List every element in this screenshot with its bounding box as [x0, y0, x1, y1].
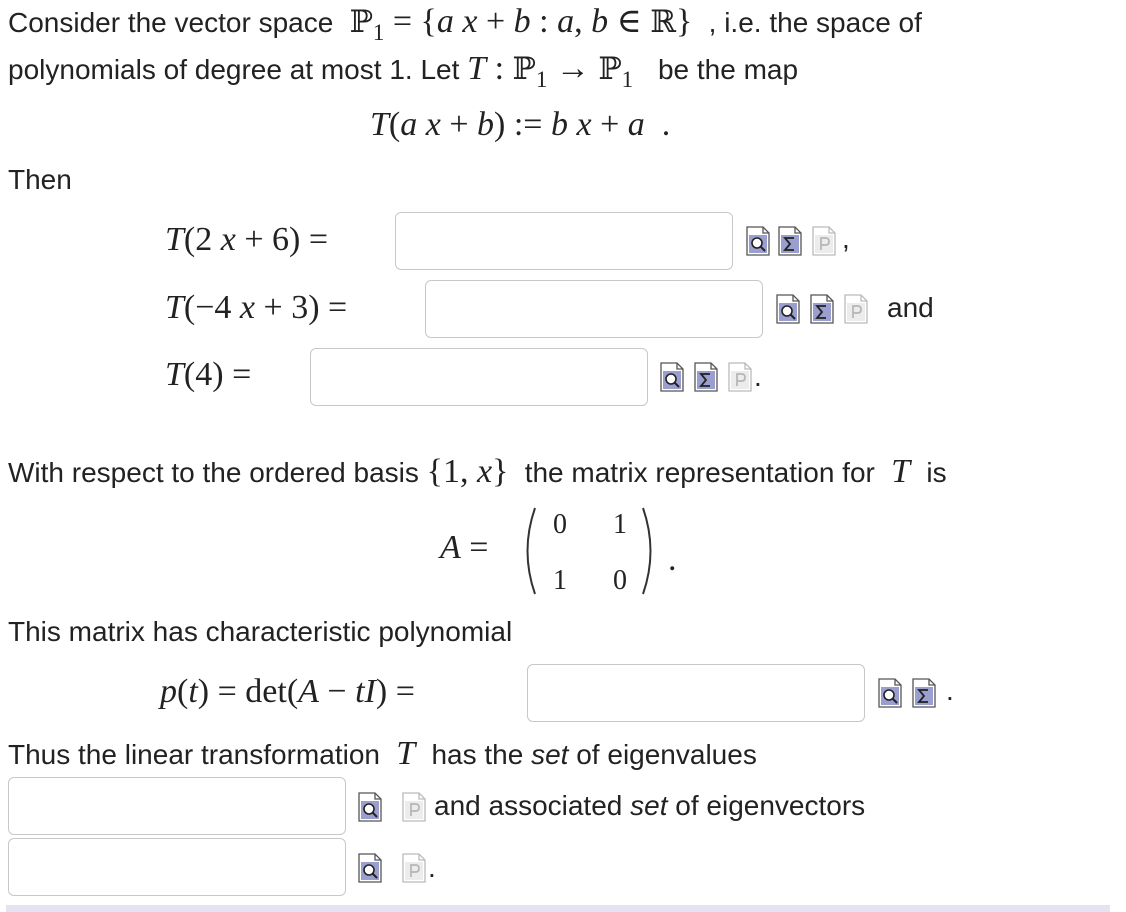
basis-text-is: is — [926, 457, 947, 488]
assoc-line — [434, 786, 865, 826]
transform-symbol: T — [387, 735, 424, 772]
matrix-entry-21: 1 — [553, 565, 567, 596]
then-label: Then — [8, 164, 72, 195]
degree-value: 1 — [389, 54, 405, 85]
char-poly-suffix: . — [946, 675, 954, 706]
sigma-icon[interactable] — [912, 678, 936, 708]
preview-icon[interactable] — [776, 294, 800, 324]
intro-text-2: polynomials of degree at most — [8, 54, 382, 85]
sigma-icon[interactable] — [694, 362, 718, 392]
answer-input-3[interactable] — [310, 348, 648, 406]
space-definition-math: ℙ$_1$ = {a x + b : a, b ∈ ℝ} — [349, 3, 701, 45]
intro-text-1: Consider the vector space — [8, 7, 334, 38]
question-1-lhs: T(2 x + 6) = — [165, 221, 329, 258]
eigen-line — [8, 732, 757, 776]
basis-math: {1, x} — [426, 453, 517, 490]
sigma-icon[interactable] — [810, 294, 834, 324]
p-icon[interactable] — [812, 226, 836, 256]
assoc-text-prefix: and associated — [434, 790, 623, 821]
intro-text-let: . Let — [404, 54, 460, 85]
map-definition-math: T(a x + b) := b x + a . — [370, 106, 671, 143]
matrix-bracket-left — [516, 505, 538, 597]
question-2-suffix: and — [887, 292, 934, 323]
matrix-period: . — [668, 541, 677, 578]
eigen-text-prefix: Thus the linear transformation — [8, 739, 380, 770]
preview-icon[interactable] — [358, 853, 382, 883]
question-2-lhs: T(−4 x + 3) = — [165, 289, 348, 326]
eigenvectors-input[interactable] — [8, 838, 346, 896]
p-icon[interactable] — [728, 362, 752, 392]
matrix-entry-12: 1 — [613, 509, 627, 540]
basis-line — [8, 449, 947, 495]
map-signature-math: T : ℙ$_1$ → ℙ$_1$ — [467, 50, 634, 92]
answer-input-2[interactable] — [425, 280, 763, 338]
char-poly-input[interactable] — [527, 664, 865, 722]
matrix-entry-11: 0 — [553, 509, 567, 540]
bottom-bar — [6, 905, 1110, 912]
p-icon[interactable] — [844, 294, 868, 324]
matrix-label: A = — [440, 529, 489, 566]
preview-icon[interactable] — [746, 226, 770, 256]
question-3-lhs: T(4) = — [165, 356, 252, 393]
assoc-set-word: set — [630, 790, 668, 821]
eigen-text-values: of eigenvalues — [576, 739, 757, 770]
matrix-entry-22: 0 — [613, 565, 627, 596]
p-icon[interactable] — [402, 853, 426, 883]
p-icon[interactable] — [402, 792, 426, 822]
answer-input-1[interactable] — [395, 212, 733, 270]
preview-icon[interactable] — [660, 362, 684, 392]
preview-icon[interactable] — [358, 792, 382, 822]
char-poly-lhs: p(t) = det(A − tI) = — [160, 673, 415, 710]
preview-icon[interactable] — [878, 678, 902, 708]
question-1-suffix: , — [842, 223, 850, 254]
intro-line-1 — [8, 0, 922, 44]
eigen-text-has: has the — [431, 739, 524, 770]
eigenvectors-period: . — [428, 852, 436, 883]
sigma-icon[interactable] — [778, 226, 802, 256]
eigen-set-word: set — [531, 739, 569, 770]
basis-text-suffix: the matrix representation for — [524, 457, 875, 488]
transform-symbol: T — [882, 453, 919, 490]
basis-text-prefix: With respect to the ordered basis — [8, 457, 419, 488]
intro-text-1-suffix: , i.e. the space of — [708, 7, 922, 38]
matrix-bracket-right — [640, 505, 662, 597]
char-poly-label: This matrix has characteristic polynomial — [8, 616, 513, 647]
assoc-text-suffix: of eigenvectors — [675, 790, 866, 821]
intro-text-2-suffix: be the map — [657, 54, 799, 85]
question-3-suffix: . — [754, 361, 762, 392]
intro-line-2 — [8, 47, 798, 91]
eigenvalues-input[interactable] — [8, 777, 346, 835]
